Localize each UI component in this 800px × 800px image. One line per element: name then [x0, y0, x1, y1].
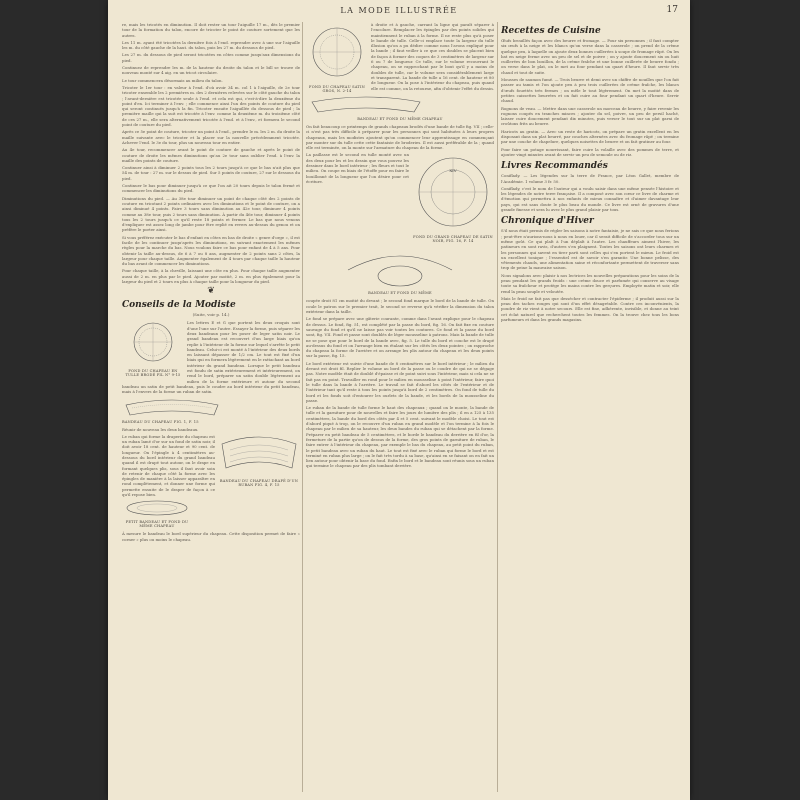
- paragraph: à droite et à gauche, carrant la ligne qui paraît séparer à l'encolure. Remplacer les épingles par des points solides qui maintiennent le ruban à la forme. Il ne reste plus qu'à poser le bande de tulle. Celle-ci emplace toute la largeur du tulle illusion qu'on a pu dédire comme nous l'avons expliqué pour la bande ; il faut veiller à ce que ces doubles se placent bien de façon à former des coques de 3 centimètres de largeur sur 6 ou 7 de longueur. Ce tulle, sur le volume recouvrant le chapeau, on se rapprochant par le bout qu'il y a moins de doubles de tulle, car le volume sera considérablement large et transparent. La bande de tulle a 16 cent. de hauteur et 80 de longueur. On la pose à l'intérieur du chapeau, puis quand elle est comme, on la retourne, afin d'obtenir l'effet du dessin.: [371, 22, 494, 91]
- paragraph: La paillasse est le second en tulle monté avec un des deux pour les et les dessin que vous pouvez les dessiner dans le bord intérieur ; les fleurs et tout le milieu. On coupe en biais de l'étoffe pour en faire le bouillonné de la longueur que l'on désire pour cet écriture.: [306, 152, 409, 184]
- paragraph: Si vous préférez exécuter le bas d'enfant en côtes en bas de droite « genre d'orge », il est facile de les continuer jusqu'après les diminutions, en suivant exactement les mêmes règles pour la marche du bas. Nous voulons faire ce bas pour enfant de 4 à 5 ans. Pour obtenir la taille au-dessus, de 6 à 7 ou 8 ans, augmenter de 2 points sans 2 côtes, la largeur pour chaque taille. Augmenter également de 4 tours par chaque taille la hauteur du bas avant de commencer les diminutions.: [122, 234, 300, 267]
- paragraph: Les 11 m. ayant été tricotées la dernière fois à l'end. reprendre avec à une sur l'aiguille les m. du côté gauche de la haut. du talon, puis les 27 m. du dessous de pied.: [122, 39, 300, 51]
- column-middle: [306, 22, 494, 794]
- figure-band-and-crown: [306, 96, 494, 121]
- paragraph: Continuez de reprendre les m. de la hauteur du droite du talon et le bill se trouve de nouveau monté sur 4 aig. en un tricot circulaire.: [122, 65, 300, 76]
- paragraph: Rognons de veau. — Mettre dans une casserole un morceau de beurre, y faire revenir les rognons coupés en tranches minces ; ajouter du sel, poivre, un peu de persil haché, laisser cuire doucement pendant dix minutes, puis verser le tout sur un plat garni de croûtons frits au beurre.: [501, 105, 679, 127]
- band-crown-drawing: [306, 96, 426, 116]
- paragraph: Réunir de nouveau les deux bandeaux.: [122, 426, 199, 432]
- section-title: Conseils de la Modiste: [122, 300, 236, 311]
- section-title: Chronique d'Hiver: [501, 216, 594, 227]
- band-crown-small-drawing: [340, 246, 460, 290]
- paragraph: Pour faire un potage nourrissant, faire cuire la volaille avec des pommes de terre, et ajouter vingt minutes avant de servir un peu de semoule ou de riz.: [501, 146, 679, 157]
- paragraph: Le bord extérieur est suivie d'une bande de 8 centimètres sur le bord intérieur ; le milieu du devant est droit fil. Replier le volume au bord de la passe ou le coudre de qui ne se dégage pas. Notre modèle était de doublé d'épaisse et de point suivi sous l'intérieur, mais si cela ne se fait pas en point. Travailler en rond pour le milieu en mousseline à point l'intérieur, faire quoi le tulle dans la bande à l'arrière. Le travail se fait d'abord les côtés de l'extérieur et de l'intérieur tant qu'il reste à tous les points jusqu'à bord de 2 centimètres. On fond de tulle du bord et les fonds soit d'entourer les ourlets de la bande, et les bords de la mousseline du passe.: [306, 360, 494, 403]
- figure-band-and-crown-small: [340, 246, 460, 295]
- column-rule: [497, 22, 498, 792]
- paragraph: Coniflady. — Les légendes sur la terre de France, par Léon Gallet, membre de l'Académie. 1 volume 3 fr. 50.: [501, 173, 679, 184]
- figure-caption: BANDEAU DU CHAPEAU DRAPÉ D'UN RUBAN FIG. 4, F. 15: [219, 478, 299, 487]
- magazine-title: LA MODE ILLUSTRÉE: [340, 6, 458, 15]
- paragraph: Continuer ainsi à diminuer 2 points tous les 2 tours jusqu'à ce que le bas n'ait plus que 54 m. de tour : 27 m. sur le dessus de pied. Sur 5 points de couture, 27 sur le dessous du pied.: [122, 165, 300, 181]
- paragraph: On fait beaucoup ce printemps de grands chapeaux brodés d'une bande de tulle fig. VII ; celle-ci n'est pas très difficile à préparer pour les personnes qui sont habituées à leurs propres chapeaux, mais les modistes ajoutent qu'on commencer leur apprentissage en commençant par monter sur du tulle cette cette fantaisie de broderies. Il est aussi préférable de la ; quand elle est terminée, on la monte sur l'armature du chapeau de la forme.: [306, 124, 494, 151]
- figure-large-crown: [412, 152, 494, 246]
- figure-small-band: [122, 499, 192, 528]
- column-rule: [302, 22, 303, 792]
- paragraph: re, mais les tricotés en diminution. Il doit rester un tour l'aiguille 17 m., dès le premier tour de la formation du talon, encore de tricoter le point de couture sortement que les autres.: [122, 22, 300, 38]
- paragraph: Nous signalons avec plaisir à nos lectrices les nouvelles préparations pour les soins de la peau pendant les grands froids : une crème douce et parfumée qui conserve au visage toute sa fraîcheur et protège les mains contre les gerçures. Employée matin et soir, elle rend la peau souple et veloutée.: [501, 272, 679, 294]
- paragraph: Le tour commencera désormais au milieu du talon.: [122, 77, 223, 83]
- column-right: [501, 22, 679, 794]
- section-title: Livres Recommandés: [501, 161, 608, 172]
- figure-caption: FOND DU CHAPEAU SATIN GROS, N. 2-14: [309, 85, 365, 93]
- paragraph: Le ruban qui forme la draperie du chapeau est un ruban lamé d'or sur un fond de satin noir, il doit avoir 18 cent. de hauteur et 90 cent. de longueur. On l'épingle à 4 centimètres au-dessous du bord intérieur du grand bandeau quand il est drapé tout autour, on le drape en formant quelques plis, sous il faut avoir soin de retenir de chaque côté la forme avec les épingles de manière à la laisser apparaître en rond complètement, et donner une forme qui permette ensuite de le draper de façon à ce qu'il repose bien.: [122, 433, 215, 498]
- column-left: [122, 22, 300, 794]
- paragraph: Pour chaque taille, à la cheville, laissant une côte en plus. Pour chaque taille augmenter aussi de 2 m. en plus par le pied. Ajouter par moitié, 2 m. en plus également pour la largeur du pied et 2 tours en plus à chaque taille pour la longueur du pied.: [122, 268, 300, 285]
- hat-crown-satin-drawing: [306, 22, 368, 84]
- page-number: 17: [666, 5, 678, 15]
- paragraph: Haricots au gratin. — Avec un reste de haricots, on prépare un gratin excellent en les disposant dans un plat beurré, par couches alternées avec du fromage râpé ; on termine par une couche de chapelure, quelques noisettes de beurre et on fait gratiner au four.: [501, 128, 679, 145]
- ornament-divider: ❦: [207, 286, 215, 297]
- figure-caption: FOND DU GRAND CHAPEAU DE SATIN NOIR, FIG. 16, F. 14: [413, 235, 493, 244]
- figure-caption: PETIT BANDEAU ET FOND DU MÊME CHAPEAU: [125, 520, 189, 529]
- paragraph: Coniflady, c'est le nom de l'auteur qui a voulu saisir dans une même pensée l'histoire et les légendes de notre terre française. Il a composé avec son cœur ce livre de charme et d'émotion qui permettra à nos enfants de mieux connaître et d'aimer davantage leur pays, qui est sans doute le plus beau du monde. Ce livre est orné de gravures d'une grande finesse et sera lu avec le plus grand plaisir par tous.: [501, 185, 679, 213]
- hat-band-drawing: [122, 397, 222, 419]
- section-title: Recettes de Cuisine: [501, 26, 601, 36]
- page-header: [108, 4, 690, 18]
- figure-draped-band: [218, 434, 300, 490]
- paragraph: Mousses de saumon fumé. — Trois beurre et demi avec un chiffre de nouilles que l'on fait passer au tamis et l'on ajoute peu à peu trois cuillerées de crème fraîche, les blancs d'œufs fouettés très fermes ; on mêle le tout légèrement. On met la moitié dans de petites caissettes beurrées et on fait cuire au four pendant un quart d'heure. Servir chaud.: [501, 77, 679, 104]
- section-subtitle: (Suite, voir p. 14.): [192, 312, 230, 318]
- paragraph: Le ruban de la bande de tulle forme le haut des chapeaux ; quand on le monte, la bande de tulle et la garniture pour de nouvelles et faire les jours de lumière des plis ; il en a 125 à 135 centimètres, la bande du bord des côtés par 4 et 5 cent. suivant le modèle choisi. Le tout est d'abord piqué à trop, on le recouvre d'un ruban en grand modèle et l'on termine à la fois le chapeau par le milieu de sa hauteur, les deux bandes du ruban qui se détachent par la forme. Préparer en petit bandeau de 5 centimètres, et le borde le bandeau du derrière en fil d'or, la fermeture de la partie qu'on de dessus de la forme, des gros points de garniture de ruban, le faire entrer à l'intérieur du chapeau, par exemple le bas du chapeau, au petit point du ruban, le petit bandeau avec un ruban du haut. Le tout est fixé avec le ruban qui forme le bord et est terminé en ruban plus large ; on le fait très tordu à sa base, qu'ainsi en se faisant on en fait un lien autour pour obtenir la base du fond. Enfin le bord et le bandeau sont réunis sous un ruban qui termine le chapeau par des plis tombant derrière.: [306, 405, 494, 469]
- figure-caption: BANDEAU DU CHAPEAU FIG. 1, F. 15: [122, 419, 199, 424]
- figure-hat-crown-satin: [306, 22, 368, 96]
- paragraph: Œufs brouillés façon avec des beurre et fromage. — Pour six personnes ; il faut compter six œufs à la neige et les blancs qu'on verse dans la casserole ; on prend de la crème quelque peu, à laquelle on ajoute deux bonnes cuillerées à soupe de fromage râpé. On les bat en neige ferme avec un peu de sel et de poivre ; on y ajoute doucement six ou huit cuillerées de bon bouillon, de la crème fraîche et une bonne cuillerée de beurre fondu ; on verse dans le plat, on le met au four pendant un quart d'heure. Il faut servir très chaud et tout de suite.: [501, 38, 679, 75]
- paragraph: Au 4e tour, recommencer avant le point de couture de gauche et après le point de couture de droite les mêmes diminutions qu'au 2e tour sans oublier l'end. à l'env. la maille des points de couture.: [122, 147, 300, 163]
- figure-hat-crown: [122, 320, 184, 380]
- paragraph: Mais le froid ne fait pas que dessécher et contracter l'épiderme ; il produit aussi sur la peau des taches rouges qui sont d'un effet désagréable. Contre ces inconvénients, la poudre de riz vient à notre secours. Elle est fine, adhérente, invisible, et donne au teint cet éclat naturel que recherchent toutes les femmes. On la trouve chez tous les bons parfumeurs et dans les grands magasins.: [501, 295, 679, 323]
- paragraph: Les 27 m. du dessous de pied seront tricotées en côtes comme jusqu'aux dimensions du pied.: [122, 52, 300, 63]
- paragraph: Diminutions du pied. — Au 38e tour diminuer un point de chaque côté des 2 points de couture en tricotant 2 points ordinaires avec les diminutions et le point de couture, on a ainsi diminué 4 points. Faire 3 tours sans diminution au 42e tour, diminuer 4 points comme au 38e tour, puis 2 tours sans diminution. À partir du 46e tour, diminuer 4 points tous les 2 tours jusqu'à ce qu'il reste 18 points et fermer. Le bas que nous venons d'expliquer est assez long de jambe pour être replié en revers au-dessus du genou et on préfère le porter ainsi.: [122, 195, 300, 233]
- hat-crown-drawing: [122, 320, 184, 368]
- newspaper-page: [108, 0, 690, 800]
- figure-caption: BANDEAU ET FOND DU MÊME CHAPEAU: [357, 117, 443, 121]
- large-crown-drawing: [412, 152, 494, 234]
- figure-hat-band: [122, 397, 300, 424]
- paragraph: À mesure le bandeau le bord supérieur du chapeau. Cette disposition permet de faire « corner » plus ou moins le chapeau.: [122, 531, 300, 542]
- small-band-drawing: [122, 499, 192, 519]
- figure-caption: BANDEAU ET FOND DU MÊME: [368, 291, 432, 296]
- paragraph: Continuer le bas pour diminuer jusqu'à ce que l'on ait 20 tours depuis le talon fermé et commencer les diminutions du pied.: [122, 183, 300, 194]
- paragraph: S'il nous était permis de régler les saisons à notre fantaisie, je ne sais ce que nous ferions ; peut-être n'aurions-nous à nous en louer, car il serait difficile de s'accorder tous sur un même goût. Ce qui plaît à l'un déplaît à l'autre. Les chauffeurs aiment l'hiver, les patineurs en sont ravis, d'autres s'en plaignent. Toutes les saisons ont leurs charmes et les personnes qui savent en tirer parti sont celles qui s'en portent le mieux. Le froid est un excellent tonique ; l'essentiel est de savoir s'en garantir. Une bonne pelisse, des vêtements chauds, une alimentation saine et réconfortante permettent de traverser sans trop de peine la mauvaise saison.: [501, 228, 679, 271]
- paragraph: Les lettres E et G que portent les deux croquis sont d'une l'une sur l'autre. Essayer la forme, puis séparer les deux bandeaux pour les poser de leger satin noir. Le grand bandeau est recouvert d'un large biais qu'on replie à l'intérieur de la forme sur lequel s'arrête le petit bandeau. Celui-ci est monté à l'intérieur des deux bords en laissant dépasser de 1/2 cm. Le tout est fixé d'un biais qui en formera légèrement en le rattachant au bord intérieur du grand bandeau. Lorsque le petit bandeau est fondu de satin extérieurement et intérieurement, on rend le bord, préparer un satin double légèrement au milieu de la forme extérieure et autour du second bandeau un satin de petit bandeau, puis le coudre au bord intérieur du petit bandeau, mais à l'envers de la forme un ruban de satin.: [122, 320, 300, 395]
- paragraph: Après ce 5e point de couture, tricoter un point à l'end., prendre le m. les 2 m. du droite la maille suivante avec le tricoter et la placer sur la nouvelle précédemment tricotée. Achever l'end. le 3e du tour, plus un nouveau tour en entier.: [122, 129, 300, 145]
- paragraph: Le fond se prépare avec une gâterie courante, comme dans l'avant explique pour le chapeau de dessus. Le fond, fig. 51, est complété par la passe du bord, fig. 16. On fait fixe en couture sauvage du fond et qu'il ne laisse pas voir toutes les coutures. Ce fond et la passe du bord sont, fig. VII. Fond et passe sont doublés de léger mousseline à patrons. Mais la bande de tulle ne se pose que pour le bord de la bande avec, fig. 5. Le tulle du bord et couche est le drapé au-dessus du fond et on l'arrange bien en étalant sur les côtés les deux pointes ; on rapproche du chapeau la forme de l'arrière et on arrange les plis autour du chapeau et les deux points sur la passe, fig. 15.: [306, 316, 494, 359]
- paragraph: Tricoter le 1er tour : en valeur à l'end. d'où avoir 34 m. col 1 à l'aiguille, de 2e tour tricoter ensemble les 2 premières m. des 2 dernières relevées sur le côté gauche du talon ; l'avant-dernière est tricotée seule à l'end. et cela est qui, c'est-à-dire la deuxième du point d'en. Ici terminer à l'env. ; elle commence ainsi l'un des points de couture du pied qui seront continués jusqu'à la fin. Tricoter ensuite l'aiguillée du dessous de pied ; la première maille qui la suit est tricotée à l'env. comme la deuxième m. du troisième côté de ces 27 m., elle sera alternativement tricotée à l'end. et à l'env., et formera le second point de couture du pied.: [122, 84, 300, 128]
- figure-caption: FOND DU CHAPEAU EN TULLE BRODÉ FIL N° 9-15: [125, 369, 181, 378]
- draped-band-drawing: [218, 434, 300, 478]
- paragraph: coupée droit 81 cm moitié du devant ; le second fond marque le bord de la bande de tulle. On coule le patron sur le premier trait, le second se reverse qu'à vérifier la dimension du talon extérieur dans la taille.: [306, 298, 494, 315]
- svg-text:XIV: XIV: [449, 168, 457, 174]
